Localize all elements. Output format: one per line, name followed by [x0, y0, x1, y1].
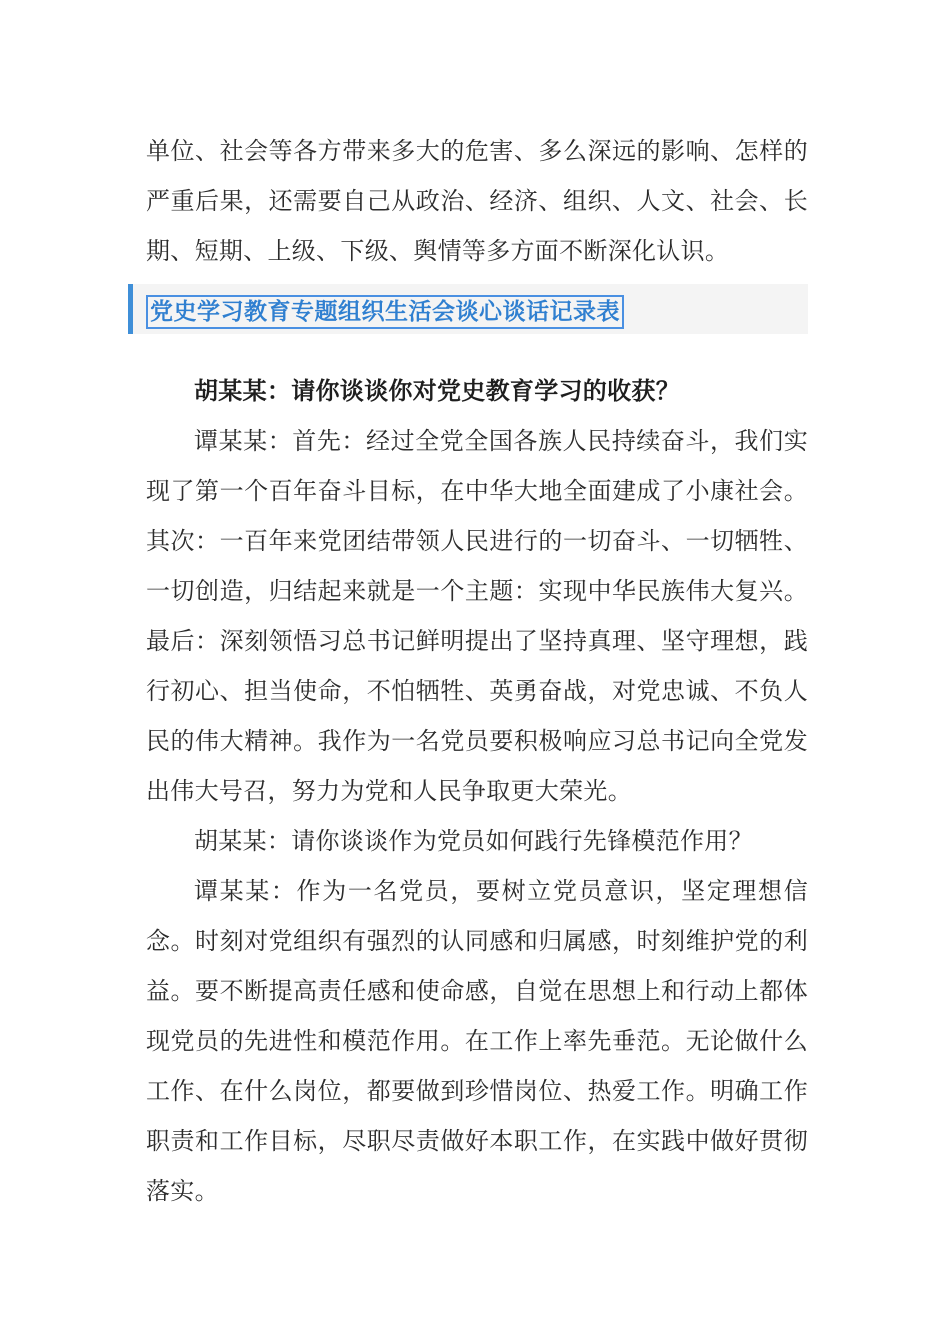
answer-line: 现了第一个百年奋斗目标，在中华大地全面建成了小康社会。 [146, 477, 808, 505]
answer-line: 职责和工作目标，尽职尽责做好本职工作，在实践中做好贯彻 [146, 1127, 808, 1155]
intro-line: 严重后果，还需要自己从政治、经济、组织、人文、社会、长 [146, 187, 808, 215]
answer-line: 落实。 [146, 1177, 219, 1205]
answer-line: 其次：一百年来党团结带领人民进行的一切奋斗、一切牺牲、 [146, 527, 808, 555]
heading-accent-bar [128, 284, 133, 334]
question-1: 胡某某：请你谈谈你对党史教育学习的收获？ [194, 376, 680, 405]
answer-line: 出伟大号召，努力为党和人民争取更大荣光。 [146, 777, 632, 805]
heading-title[interactable]: 党史学习教育专题组织生活会谈心谈话记录表 [146, 295, 624, 329]
answer-line: 现党员的先进性和模范作用。在工作上率先垂范。无论做什么 [146, 1027, 808, 1055]
section-heading [128, 284, 808, 334]
answer-line: 念。时刻对党组织有强烈的认同感和归属感，时刻维护党的利 [146, 927, 808, 955]
answer-2 [146, 866, 808, 1216]
intro-paragraph [146, 126, 808, 276]
answer-1 [146, 416, 808, 816]
answer-line: 最后：深刻领悟习总书记鲜明提出了坚持真理、坚守理想，践 [146, 627, 808, 655]
intro-line: 单位、社会等各方带来多大的危害、多么深远的影响、怎样的 [146, 137, 808, 165]
spacer [146, 334, 808, 366]
answer-line: 行初心、担当使命，不怕牺牲、英勇奋战，对党忠诚、不负人 [146, 677, 808, 705]
question-2: 胡某某：请你谈谈作为党员如何践行先锋模范作用？ [194, 827, 753, 855]
answer-line: 民的伟大精神。我作为一名党员要积极响应习总书记向全党发 [146, 727, 808, 755]
document-body [146, 126, 808, 1216]
answer-line: 益。要不断提高责任感和使命感，自觉在思想上和行动上都体 [146, 977, 808, 1005]
answer-line: 谭某某：作为一名党员，要树立党员意识，坚定理想信 [194, 877, 808, 905]
answer-line: 一切创造，归结起来就是一个主题：实现中华民族伟大复兴。 [146, 577, 808, 605]
answer-line: 工作、在什么岗位，都要做到珍惜岗位、热爱工作。明确工作 [146, 1077, 808, 1105]
answer-line: 谭某某：首先：经过全党全国各族人民持续奋斗，我们实 [194, 427, 808, 455]
intro-line: 期、短期、上级、下级、舆情等多方面不断深化认识。 [146, 237, 730, 265]
